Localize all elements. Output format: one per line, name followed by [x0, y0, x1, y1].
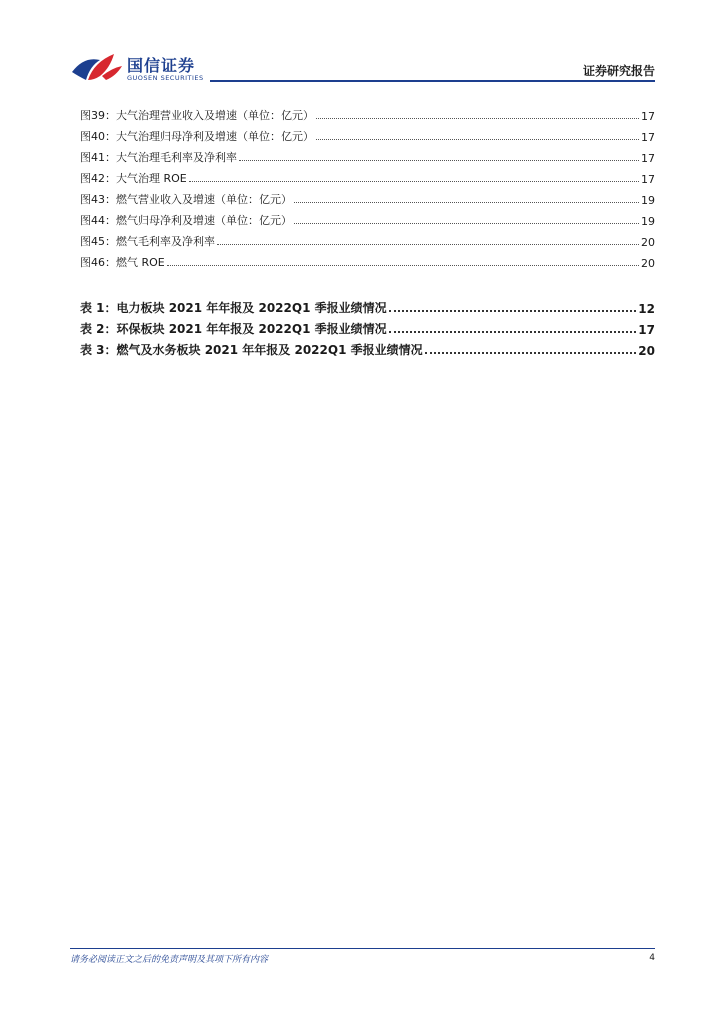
report-type-label: 证券研究报告: [582, 64, 655, 78]
toc-table-title: 电力板块 2021 年年报及 2022Q1 季报业绩情况: [116, 301, 387, 315]
toc-figure-row[interactable]: [80, 123, 655, 144]
dot-leader: [389, 309, 637, 312]
toc-figure-row[interactable]: [80, 207, 655, 228]
dot-leader: [167, 264, 639, 266]
toc-page-number: 20: [641, 257, 655, 270]
dot-leader: [189, 180, 639, 182]
toc-figure-number: 图45：: [80, 235, 116, 248]
toc-figure-title: 燃气归母净利及增速（单位：亿元）: [116, 214, 292, 227]
toc-figure-row[interactable]: [80, 102, 655, 123]
guosen-logo: [70, 50, 230, 86]
toc-figure-number: 图40：: [80, 130, 116, 143]
toc-table-number: 表 1：: [80, 301, 117, 315]
toc-page-number: 17: [641, 131, 655, 144]
toc-page-number: 19: [641, 215, 655, 228]
toc-page-number: 17: [641, 110, 655, 123]
toc-page-number: 20: [638, 344, 655, 358]
page-number: 4: [649, 953, 655, 963]
toc-table-title: 环保板块 2021 年年报及 2022Q1 季报业绩情况: [116, 322, 387, 336]
dot-leader: [294, 201, 639, 203]
toc-table-title: 燃气及水务板块 2021 年年报及 2022Q1 季报业绩情况: [116, 343, 423, 357]
toc-figure-row[interactable]: [80, 144, 655, 165]
toc-figure-row[interactable]: [80, 228, 655, 249]
toc-figure-row[interactable]: [80, 165, 655, 186]
toc-table-row[interactable]: [80, 316, 655, 337]
table-toc-list: [80, 295, 655, 358]
toc-figure-number: 图42：: [80, 172, 116, 185]
toc-table-number: 表 3：: [80, 343, 117, 357]
dot-leader: [316, 138, 639, 140]
page-header: [70, 46, 655, 86]
toc-figure-title: 燃气毛利率及净利率: [116, 235, 215, 248]
toc-figure-title: 燃气营业收入及增速（单位：亿元）: [116, 193, 292, 206]
toc-figure-title: 大气治理 ROE: [116, 172, 187, 185]
toc-figure-number: 图41：: [80, 151, 116, 164]
logo-text-cn: 国信证券: [127, 56, 196, 75]
dot-leader: [294, 222, 639, 224]
toc-figure-row[interactable]: [80, 186, 655, 207]
toc-page-number: 19: [641, 194, 655, 207]
logo-text-en: GUOSEN SECURITIES: [127, 74, 204, 82]
toc-figure-number: 图43：: [80, 193, 116, 206]
toc-figure-title: 大气治理归母净利及增速（单位：亿元）: [116, 130, 314, 143]
toc-table-row[interactable]: [80, 337, 655, 358]
toc-figure-title: 大气治理毛利率及净利率: [116, 151, 237, 164]
toc-figure-title: 燃气 ROE: [116, 256, 165, 269]
toc-page-number: 20: [641, 236, 655, 249]
toc-figure-number: 图44：: [80, 214, 116, 227]
toc-figure-title: 大气治理营业收入及增速（单位：亿元）: [116, 109, 314, 122]
guosen-logo-icon: [70, 50, 124, 84]
header-divider: [210, 80, 655, 82]
dot-leader: [316, 117, 639, 119]
toc-table-row[interactable]: [80, 295, 655, 316]
toc-page-number: 17: [641, 173, 655, 186]
toc-page-number: 17: [641, 152, 655, 165]
dot-leader: [389, 330, 637, 333]
toc-page-number: 12: [638, 302, 655, 316]
figure-toc-list: [80, 102, 655, 270]
dot-leader: [425, 351, 637, 354]
disclaimer-note: 请务必阅读正文之后的免责声明及其项下所有内容: [70, 955, 269, 965]
toc-page-number: 17: [638, 323, 655, 337]
dot-leader: [217, 243, 639, 245]
toc-table-number: 表 2：: [80, 322, 117, 336]
footer-divider: [70, 948, 655, 949]
toc-figure-number: 图46：: [80, 256, 116, 269]
toc-figure-row[interactable]: [80, 249, 655, 270]
toc-figure-number: 图39：: [80, 109, 116, 122]
dot-leader: [239, 159, 639, 161]
